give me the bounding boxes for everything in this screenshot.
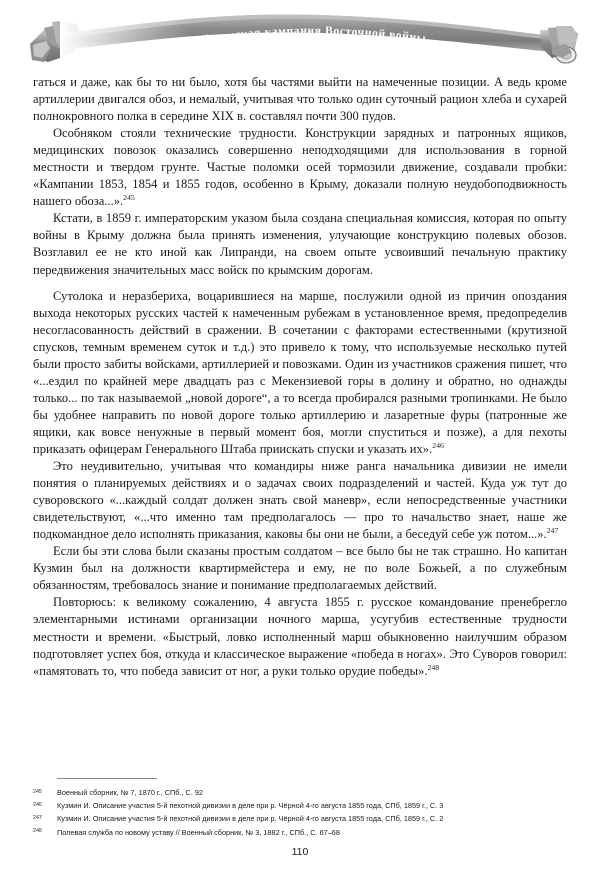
footnote-number: 247 <box>33 814 42 821</box>
paragraph-text: Если бы эти слова были сказаны простым солдатом – все было бы не так страшно. Но капитан Кузмин был на должности квартирмейстера и ему, не по воле Божьей, а по служебным обязанностям, требовалось знание и понимание предполагаемых действий. <box>33 544 567 593</box>
body-paragraph <box>33 288 567 458</box>
body-paragraph <box>33 74 567 125</box>
footnote-text: Кузмин И. Описание участия 5-й пехотной дивизии в деле при р. Чёрной 4-го августа 1855 года, СПб, 1859 г., С. 2 <box>57 814 444 824</box>
footnote-number: 246 <box>33 801 42 808</box>
banner-title: Крымская кампания Восточной войны <box>200 24 427 47</box>
paragraph-text: Повторюсь: к великому сожалению, 4 августа 1855 г. русское командование пренебрегло элементарными истинами организации ночного марша, усугубив естественные трудности местности и времени. «Быстрый, ловко исполненный марш обыкновенно наилучшим образом подготовляет успех боя, откуда и классическое выражение «победа в ногах». Это Суворов говорил: «памятовать то, что победа зависит от ног, а руки только орудие победы». <box>33 595 567 678</box>
paragraph-text: гаться и даже, как бы то ни было, хотя бы частями выйти на намеченные позиции. А ведь кроме артиллерии двигался обоз, и немалый, учитывая что только один суточный рацион хлеба и сухарей полнокровного полка в середине XIX в. составлял почти 300 пудов. <box>33 75 567 124</box>
footnote-ref-245[interactable]: 245 <box>123 193 135 203</box>
footnote-ref-248[interactable]: 248 <box>427 662 440 672</box>
footnotes-section <box>33 778 567 839</box>
ribbon-right-tail <box>540 26 578 63</box>
paragraph-text: Это неудивительно, учитывая что командиры ниже ранга начальника дивизии не имели понятия о планируемых действиях и о задачах своих подразделений и частей. Куда уж тут до суворовского «...каждый солдат должен знать свой маневр», если непосредственные участники свидетельствуют, «...что именно там предполагалось — про то начальство знает, наше же подкомандное дело исполнять приказания, каковы бы они не были, а беседуй себе уж потом...». <box>33 459 567 542</box>
footnote-separator-rule <box>57 778 157 779</box>
paragraph-text: Особняком стояли технические трудности. Конструкции зарядных и патронных ящиков, медицинских повозок оказались совершенно неподходящими для использования в горной местности и твердом грунте. Частые поломки осей тормозили движение, создавали пробки: «Кампании 1853, 1854 и 1855 годов, особенно в Крыму, доказали полную неудобоподвижность нашего обоза...». <box>33 126 567 209</box>
footnote-text: Военный сборник, № 7, 1870 г., СПб., С. 92 <box>57 788 203 797</box>
footnote-number: 245 <box>33 788 42 795</box>
body-paragraph <box>33 125 567 210</box>
page-header-banner <box>0 0 600 72</box>
body-paragraph <box>33 458 567 543</box>
ribbon-banner-icon <box>0 0 600 72</box>
footnote-ref-246[interactable]: 246 <box>432 440 444 450</box>
body-paragraph <box>33 543 567 594</box>
page-text-body <box>33 74 567 680</box>
footnote-item <box>33 786 567 799</box>
footnote-ref-247[interactable]: 247 <box>546 526 559 536</box>
footnote-item <box>33 799 567 812</box>
footnote-text: Полевая служба по новому уставу // Военный сборник, № 3, 1882 г., СПб., С. 67–68 <box>57 827 340 837</box>
footnote-item <box>33 812 567 825</box>
footnote-number: 248 <box>33 828 42 835</box>
paragraph-text: Кстати, в 1859 г. императорским указом была создана специальная комиссия, которая по опыту войны в Крыму должна была принять изменения, улучающие конструкцию полевых обозов. Возглавил ее не кто иной как Липранди, на своем опыте усвоивший печальную практику передвижения значительных масс войск по крымским дорогам. <box>33 211 567 277</box>
body-paragraph <box>33 594 567 679</box>
page-number: 110 <box>291 846 309 858</box>
paragraph-text: Сутолока и неразбериха, воцарившиеся на марше, послужили одной из причин опоздания выхода некоторых русских частей к намеченным рубежам в установленное время, предопределив несогласованность действий в сражении. В сочетании с факторами естественными (крутизной спусков, темным временем суток и т.д.) это привело к тому, что используемые несколько путей были просто забиты войсками, артиллерией и повозками. Один из участников сражения пишет, что «...ездил по крайней мере двадцать раз с Мекензиевой горы в долину и обратно, но однажды только... по так называемой „новой дороге“, а то всегда пробирался разными тропинками. Не было бы удобнее направить по новой дороге только артиллерию и лазаретные фуры (патронные же ящики, как вовсе ненужные в первый момент боя, могли спуститься и позже), а для пехоты приказать офицерам Генерального Штаба приискать спуски и указать их». <box>33 288 567 456</box>
body-paragraph <box>33 210 567 278</box>
footnote-text: Кузмин И. Описание участия 5-й пехотной дивизии в деле при р. Чёрной 4-го августа 1855 года, СПб, 1859 г., С. 3 <box>57 801 444 811</box>
footnote-item <box>33 826 567 839</box>
